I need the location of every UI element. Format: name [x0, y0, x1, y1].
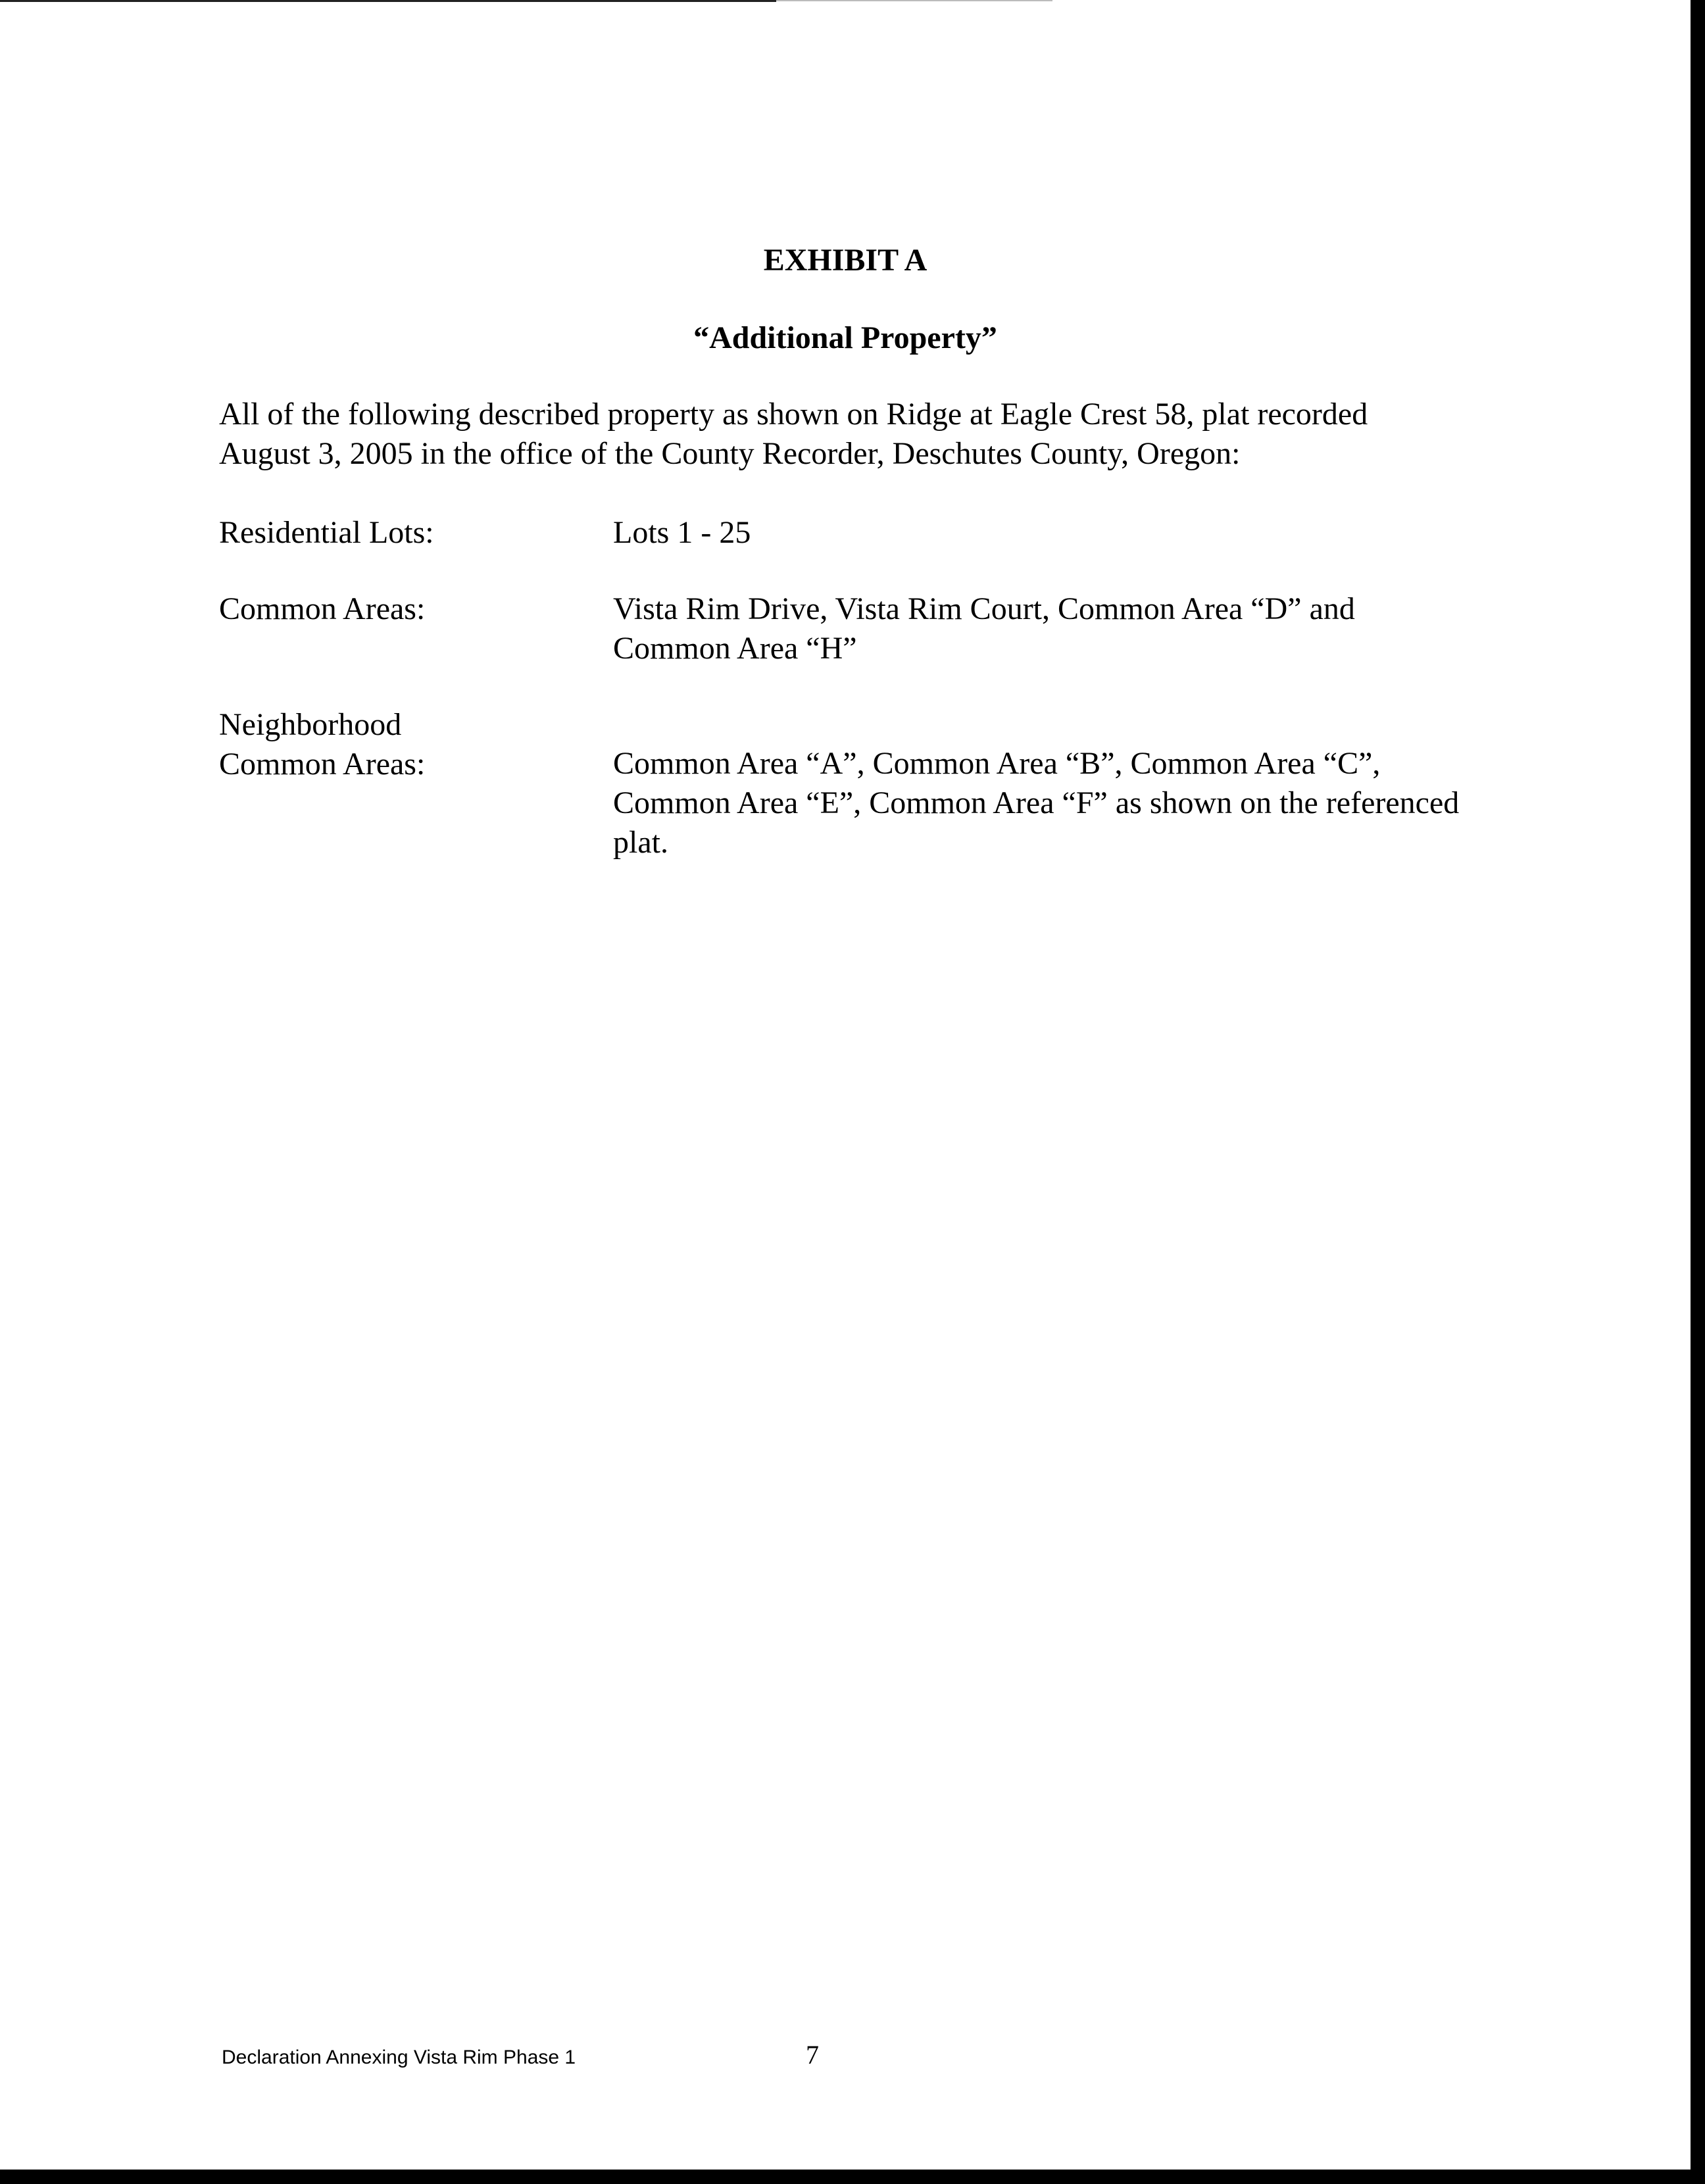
neighborhood-common-areas-label	[219, 705, 425, 784]
residential-lots-value: Lots 1 - 25	[613, 515, 751, 550]
residential-lots-label: Residential Lots:	[219, 515, 434, 550]
neighborhood-value-line: Common Area “E”, Common Area “F” as shown on the referenced	[613, 785, 1460, 820]
intro-paragraph	[219, 395, 1535, 474]
exhibit-subheading: “Additional Property”	[693, 320, 997, 355]
neighborhood-label-line: Neighborhood	[219, 707, 402, 742]
neighborhood-value-line: Common Area “A”, Common Area “B”, Common Area “C”,	[613, 746, 1381, 781]
intro-line: August 3, 2005 in the office of the County Recorder, Deschutes County, Oregon:	[219, 436, 1241, 471]
common-areas-label: Common Areas:	[219, 591, 426, 626]
common-areas-value-line: Vista Rim Drive, Vista Rim Court, Common Area “D” and	[613, 591, 1355, 626]
neighborhood-value-line: plat.	[613, 825, 668, 860]
common-areas-value	[613, 589, 1554, 668]
scan-edge-line-faint	[776, 0, 1052, 1]
exhibit-heading: EXHIBIT A	[763, 243, 927, 278]
footer-page-number: 7	[806, 2040, 819, 2070]
intro-line: All of the following described property as shown on Ridge at Eagle Crest 58, plat recorded	[219, 397, 1368, 432]
neighborhood-common-areas-value	[613, 744, 1554, 862]
neighborhood-label-line: Common Areas:	[219, 747, 426, 782]
footer-document-title: Declaration Annexing Vista Rim Phase 1	[222, 2047, 576, 2068]
scan-edge-line	[0, 0, 776, 2]
common-areas-value-line: Common Area “H”	[613, 631, 857, 666]
